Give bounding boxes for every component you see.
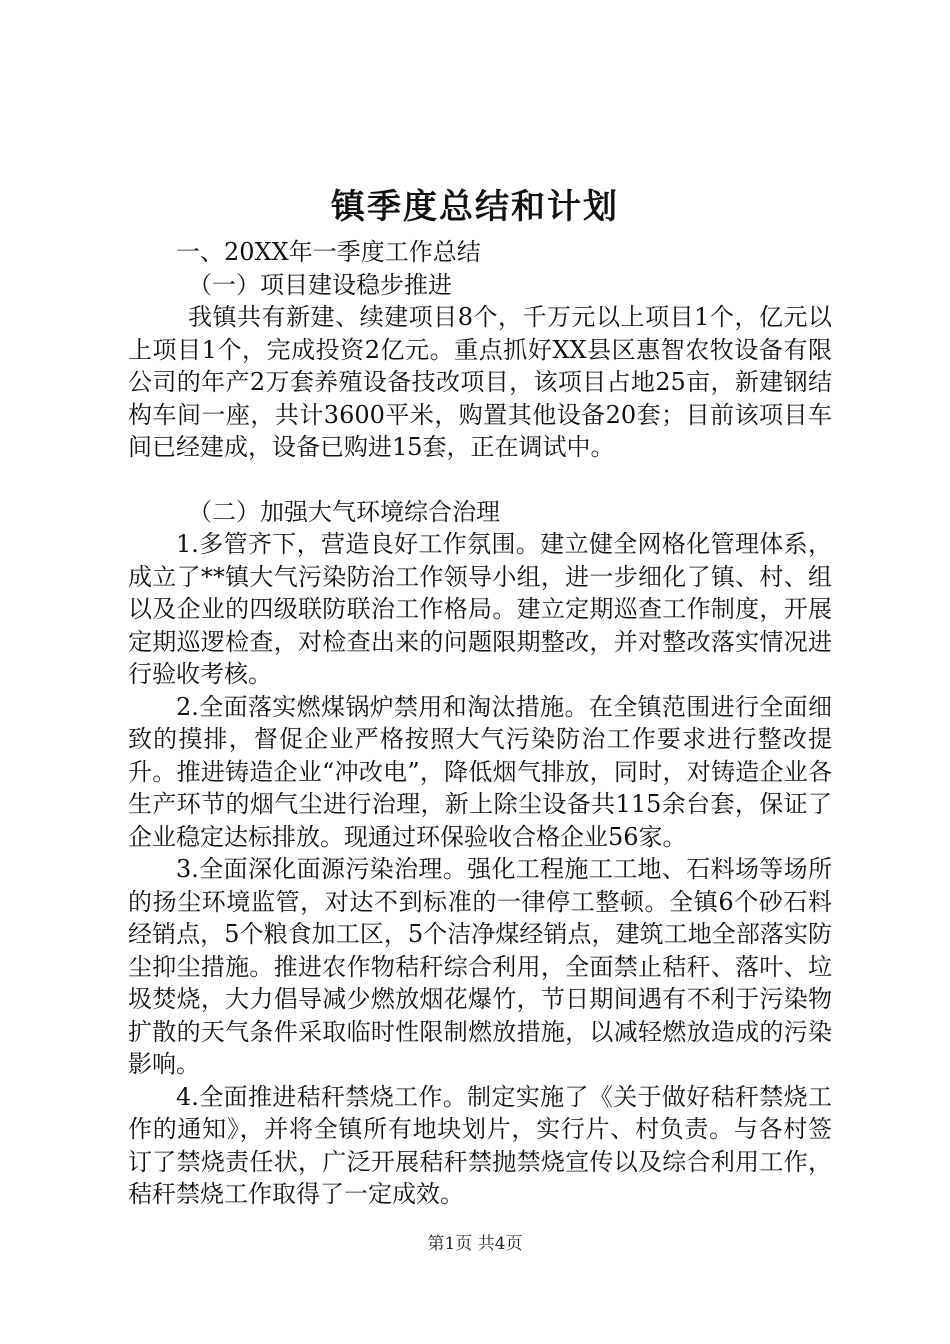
section-2-item-1: 1.多管齐下，营造良好工作氛围。建立健全网格化管理体系，成立了**镇大气污染防治工作领导小组，进一步细化了镇、村、组以及企业的四级联防联治工作格局。建立定期巡查工作制度，开展定期巡逻检查，对检查出来的问题限期整改，并对整改落实情况进行验收考核。 <box>128 530 832 688</box>
page-number-footer: 第1页 共4页 <box>427 1234 523 1254</box>
section-1-paragraph: 我镇共有新建、续建项目8个，千万元以上项目1个，亿元以上项目1个，完成投资2亿元。重点抓好XX县区惠智农牧设备有限公司的年产2万套养殖设备技改项目，该项目占地25亩，新建钢结构车间一座，共计3600平米，购置其他设备20套；目前该项目车间已经建成，设备已购进15套，正在调试中。 <box>128 303 832 461</box>
document-body <box>128 236 832 1211</box>
heading-level-1: 一、20XX年一季度工作总结 <box>176 238 481 266</box>
section-2-item-3: 3.全面深化面源污染治理。强化工程施工工地、石料场等场所的扬尘环境监管，对达不到标准的一律停工整顿。全镇6个砂石料经销点，5个粮食加工区，5个洁净煤经销点，建筑工地全部落实防尘抑尘措施。推进农作物秸秆综合利用，全面禁止秸秆、落叶、垃圾焚烧，大力倡导减少燃放烟花爆竹，节日期间遇有不利于污染物扩散的天气条件采取临时性限制燃放措施，以减轻燃放造成的污染影响。 <box>128 855 832 1078</box>
section-2-item-4: 4.全面推进秸秆禁烧工作。制定实施了《关于做好秸秆禁烧工作的通知》，并将全镇所有地块划片，实行片、村负责。与各村签订了禁烧责任状，广泛开展秸秆禁抛禁烧宣传以及综合利用工作，秸秆禁烧工作取得了一定成效。 <box>128 1082 832 1208</box>
document-title: 镇季度总结和计划 <box>331 187 619 227</box>
section-1-heading: （一）项目建设稳步推进 <box>188 270 452 299</box>
section-2-heading: （二）加强大气环境综合治理 <box>188 497 500 526</box>
paragraph-gap <box>128 464 832 496</box>
section-2-item-2: 2.全面落实燃煤锅炉禁用和淘汰措施。在全镇范围进行全面细致的摸排，督促企业严格按照大气污染防治工作要求进行整改提升。推进铸造企业“冲改电”，降低烟气排放，同时，对铸造企业各生产环节的烟气尘进行治理，新上除尘设备共115余台套，保证了企业稳定达标排放。现通过环保验收合格企业56家。 <box>128 692 832 851</box>
